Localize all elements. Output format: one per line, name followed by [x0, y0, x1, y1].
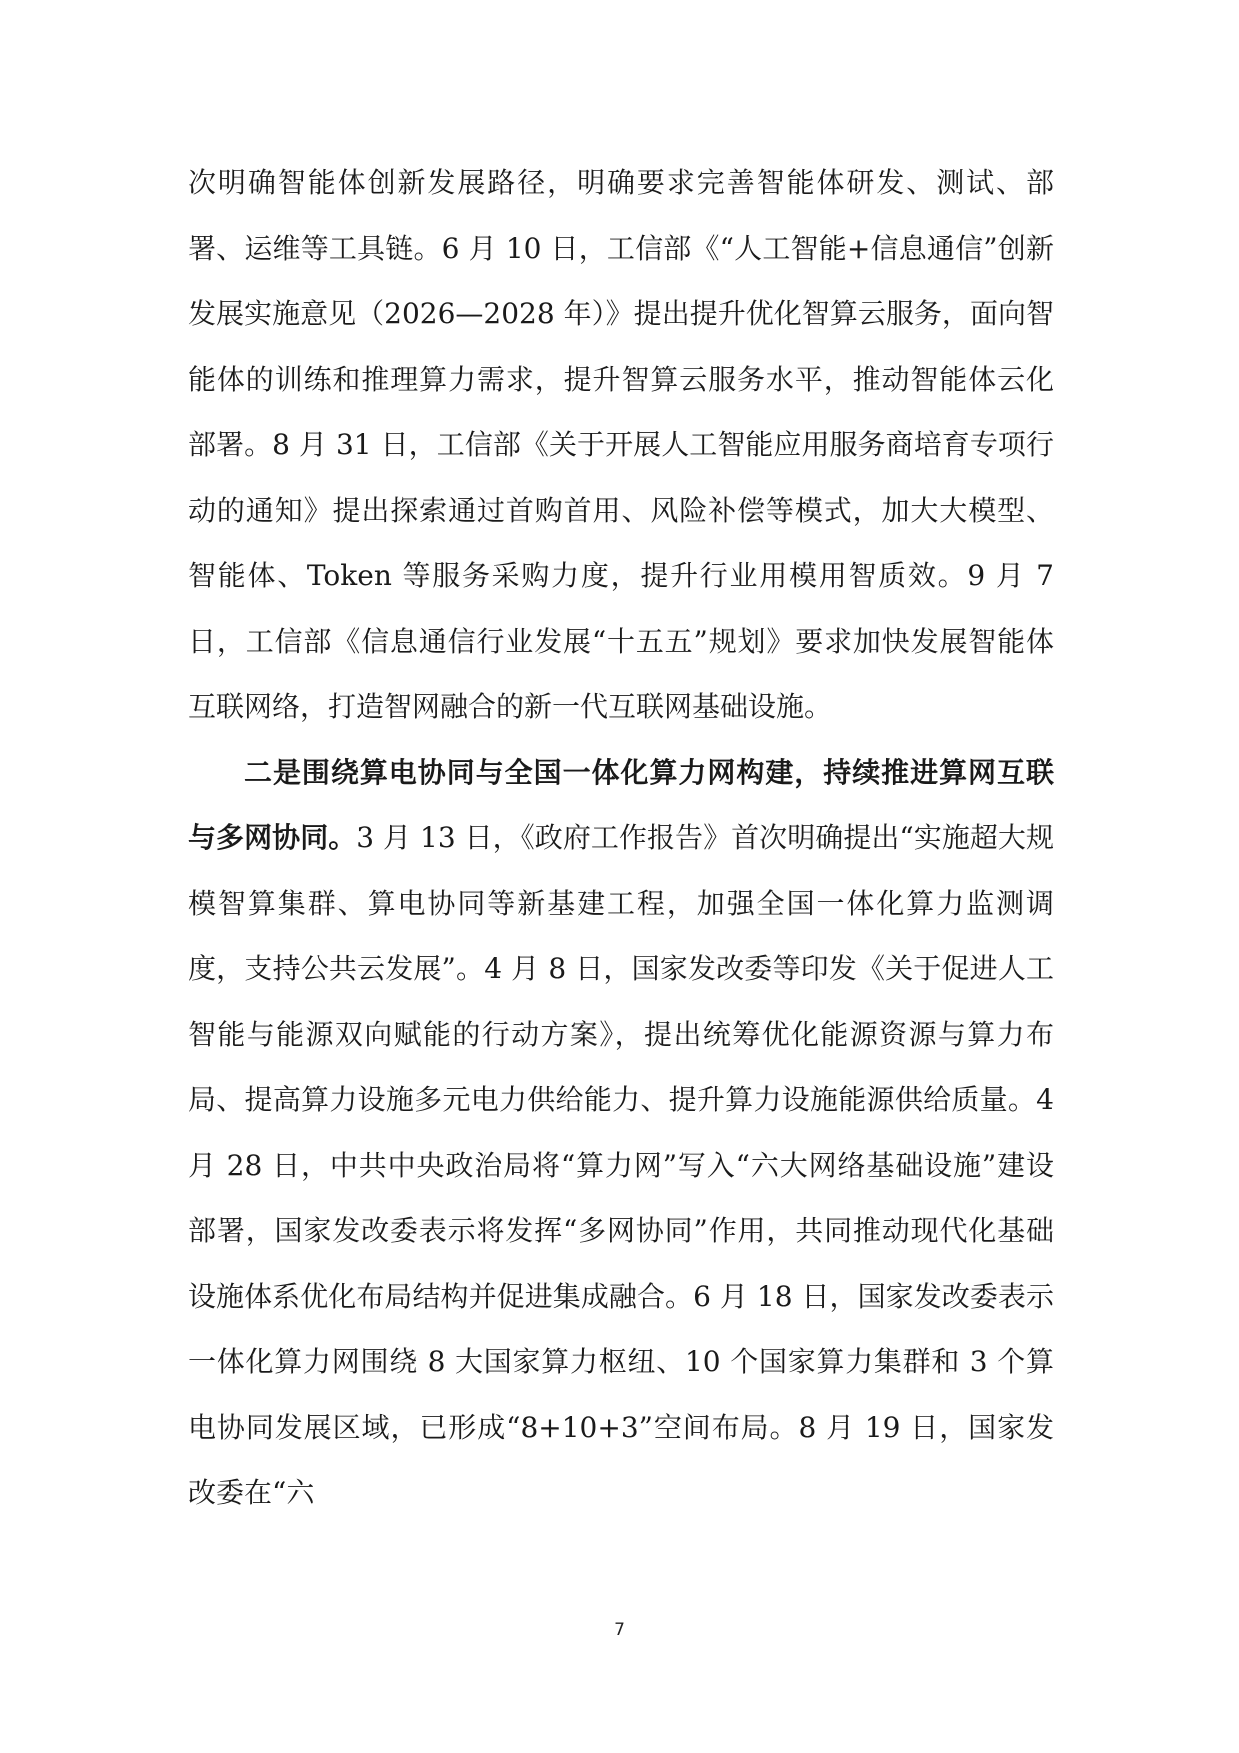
paragraph-text: 3 月 13 日，《政府工作报告》首次明确提出“实施超大规模智算集群、算电协同等新基建工程，加强全国一体化算力监测调度，支持公共云发展”。4 月 8 日，国家发改委等印发《关于促进人工智能与能源双向赋能的行动方案》，提出统筹优化能源资源与算力布局、提高算力设施多元电力供给能力、提升算力设施能源供给质量。4 月 28 日，中共中央政治局将“算力网”写入“六大网络基础设施”建设部署，国家发改委表示将发挥“多网协同”作用，共同推动现代化基础设施体系优化布局结构并促进集成融合。6 月 18 日，国家发改委表示一体化算力网围绕 8 大国家算力枢纽、10 个国家算力集群和 3 个算电协同发展区域，已形成“8+10+3”空间布局。8 月 19 日，国家发改委在“六 — [188, 821, 1054, 1509]
paragraph-lead-bold: 二是围绕算电协同与全国一体化算力网构建，持续推进算网互联与多网协同。 — [188, 755, 1054, 854]
page-number: 7 — [614, 1620, 625, 1640]
paragraph-continued — [188, 150, 1054, 740]
paragraph-section-two — [188, 740, 1054, 1526]
paragraph-text: 次明确智能体创新发展路径，明确要求完善智能体研发、测试、部署、运维等工具链。6 月 10 日，工信部《“人工智能+信息通信”创新发展实施意见（2026—2028 年）》提出提升优化智算云服务，面向智能体的训练和推理算力需求，提升智算云服务水平，推动智能体云化部署。8 月 31 日，工信部《关于开展人工智能应用服务商培育专项行动的通知》提出探索通过首购首用、风险补偿等模式，加大大模型、智能体、Token 等服务采购力度，提升行业用模用智质效。9 月 7 日，工信部《信息通信行业发展“十五五”规划》要求加快发展智能体互联网络，打造智网融合的新一代互联网基础设施。 — [188, 166, 1054, 723]
body-text — [188, 150, 1054, 1526]
